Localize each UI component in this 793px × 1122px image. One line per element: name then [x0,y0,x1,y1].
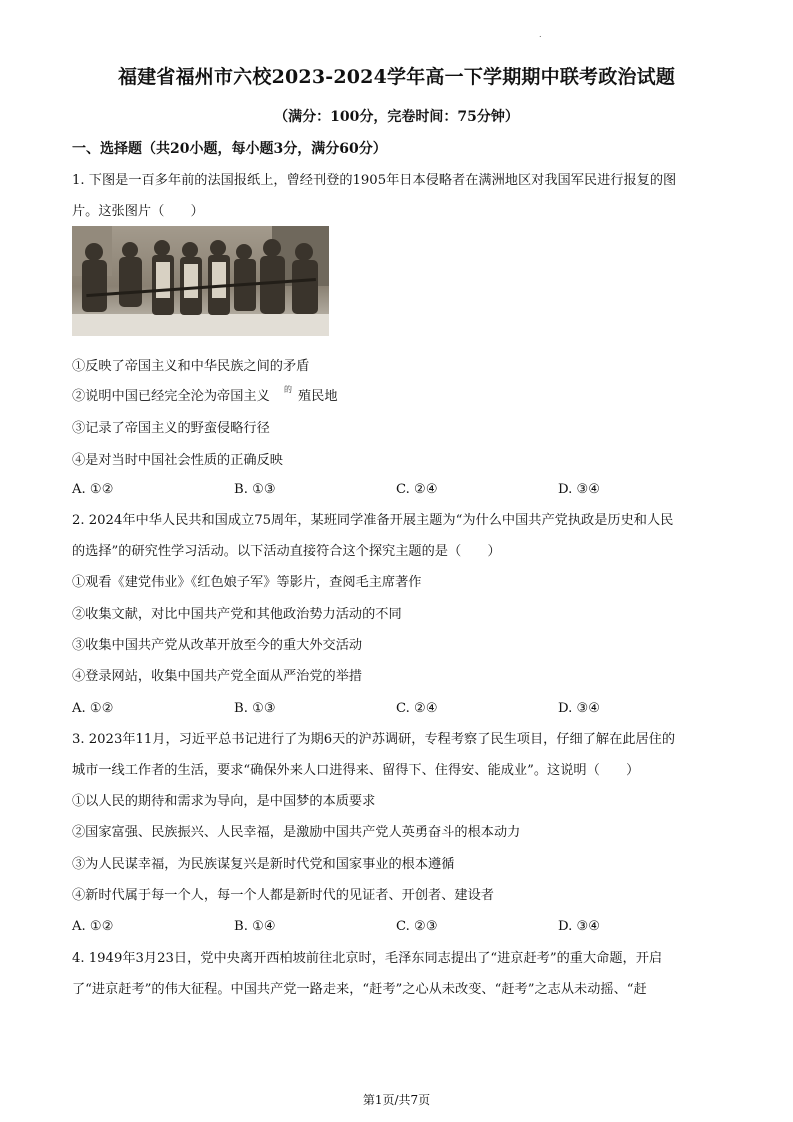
q3-stem-line-2: 城市一线工作者的生活，要求“确保外来人口进得来、留得下、住得安、能成业”。这说明（ ） [72,763,640,778]
q2-statement-2: ②收集文献，对比中国共产党和其他政治势力活动的不同 [72,607,402,622]
q3-statement-1: ①以人民的期待和需求为导向，是中国梦的本质要求 [72,794,376,809]
q2-statement-4: ④登录网站，收集中国共产党全面从严治党的举措 [72,669,363,684]
q3-option-c[interactable]: C. ②③ [396,919,438,934]
q2-option-c[interactable]: C. ②④ [396,701,438,716]
exam-title: 福建省福州市六校2023-2024学年高一下学期期中联考政治试题 [117,66,676,88]
q1-option-d[interactable]: D. ③④ [558,482,601,497]
q2-stem-line-1: 2. 2024年中华人民共和国成立75周年，某班同学准备开展主题为“为什么中国共产党执政是历史和人民 [72,513,674,528]
q3-statement-2: ②国家富强、民族振兴、人民幸福，是激励中国共产党人英勇奋斗的根本动力 [72,825,521,840]
q3-stem-line-1: 3. 2023年11月，习近平总书记进行了为期6天的沪苏调研，专程考察了民生项目，仔细了解在此居住的 [72,732,676,747]
q4-stem-line-2: 了“进京赶考”的伟大征程。中国共产党一路走来，“赶考”之心从未改变、“赶考”之志从未动摇、“赶 [72,982,647,997]
q2-option-b[interactable]: B. ①③ [234,701,276,716]
q3-option-b[interactable]: B. ①④ [234,919,276,934]
q1-statement-2-tail: 殖民地 [298,389,338,404]
q1-option-b[interactable]: B. ①③ [234,482,276,497]
section-heading: 一、选择题（共20小题，每小题3分，满分60分） [72,141,387,157]
q2-option-a[interactable]: A. ①② [72,701,114,716]
q4-stem-line-1: 4. 1949年3月23日，党中央离开西柏坡前往北京时，毛泽东同志提出了“进京赶考”的重大命题，开启 [72,951,663,966]
q1-statement-1: ①反映了帝国主义和中华民族之间的矛盾 [72,359,310,374]
q2-statement-3: ③收集中国共产党从改革开放至今的重大外交活动 [72,638,363,653]
page-footer: 第1页/共7页 [362,1093,431,1107]
q1-stem-line-2: 片。这张图片（ ） [72,204,204,219]
q1-historical-photo [72,226,329,336]
q3-option-d[interactable]: D. ③④ [558,919,601,934]
q2-stem-line-2: 的选择”的研究性学习活动。以下活动直接符合这个探究主题的是（ ） [72,544,501,559]
q1-statement-4: ④是对当时中国社会性质的正确反映 [72,453,283,468]
q1-statement-3: ③记录了帝国主义的野蛮侵略行径 [72,421,270,436]
stray-mark: 的 [284,385,292,394]
stray-dot: . [539,30,542,39]
q2-statement-1: ①观看《建党伟业》《红色娘子军》等影片，查阅毛主席著作 [72,575,422,590]
exam-subtitle: （满分：100分，完卷时间：75分钟） [274,109,519,125]
q3-option-a[interactable]: A. ①② [72,919,114,934]
q3-statement-4: ④新时代属于每一个人，每一个人都是新时代的见证者、开创者、建设者 [72,888,494,903]
q1-stem-line-1: 1. 下图是一百多年前的法国报纸上，曾经刊登的1905年日本侵略者在满洲地区对我国军民进行报复的图 [72,173,677,188]
q1-statement-2: ②说明中国已经完全沦为帝国主义 [72,389,270,404]
q1-option-c[interactable]: C. ②④ [396,482,438,497]
q1-option-a[interactable]: A. ①② [72,482,114,497]
q2-option-d[interactable]: D. ③④ [558,701,601,716]
q3-statement-3: ③为人民谋幸福，为民族谋复兴是新时代党和国家事业的根本遵循 [72,857,455,872]
